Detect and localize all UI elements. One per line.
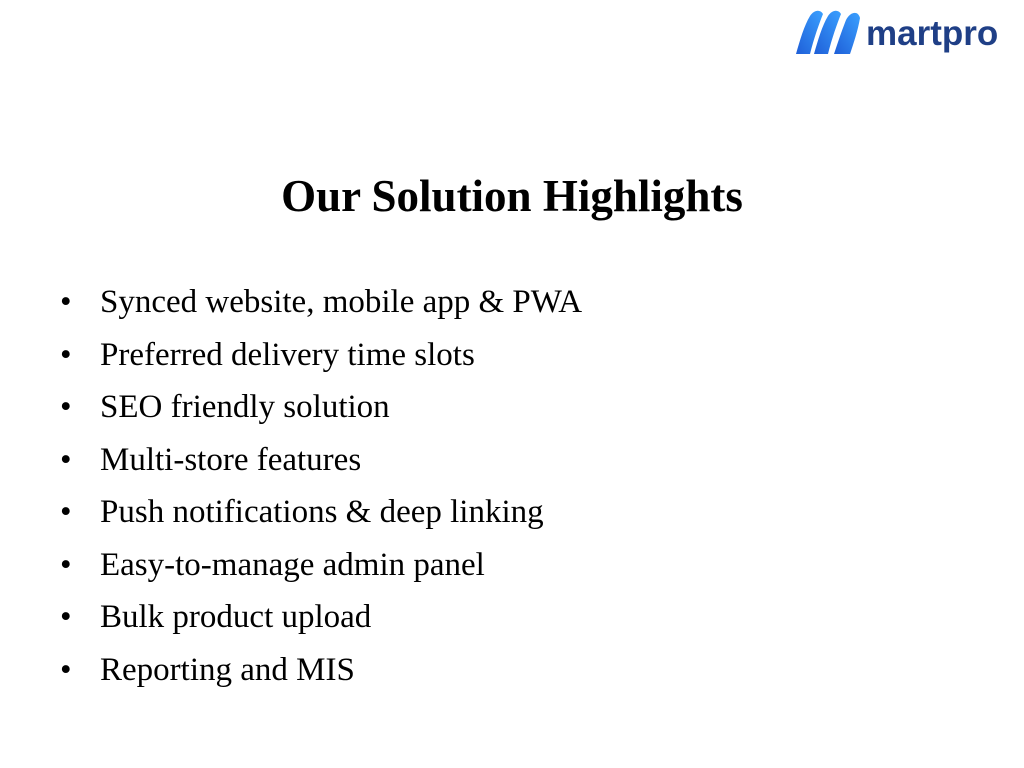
bullet-icon: •: [60, 599, 72, 635]
bullet-icon: •: [60, 284, 72, 320]
list-item: [60, 329, 582, 382]
highlight-text: Reporting and MIS: [100, 651, 355, 688]
list-item: [60, 381, 582, 434]
highlight-text: Easy-to-manage admin panel: [100, 546, 485, 583]
list-item: [60, 486, 582, 539]
highlights-list: [60, 276, 582, 696]
list-item: [60, 539, 582, 592]
list-item: [60, 644, 582, 697]
bullet-icon: •: [60, 494, 72, 530]
martpro-m-mark-icon: [790, 4, 864, 60]
bullet-icon: •: [60, 441, 72, 478]
highlight-text: Synced website, mobile app & PWA: [100, 284, 583, 320]
bullet-icon: •: [60, 389, 72, 425]
highlight-text: Preferred delivery time slots: [100, 336, 475, 373]
highlight-text: Bulk product upload: [100, 599, 372, 635]
bullet-icon: •: [60, 651, 72, 688]
slide-title: Our Solution Highlights: [281, 171, 743, 221]
bullet-icon: •: [60, 336, 72, 373]
list-item: [60, 434, 582, 487]
highlight-text: Push notifications & deep linking: [100, 494, 544, 530]
list-item: [60, 276, 582, 329]
logo-wordmark: martpro: [866, 13, 999, 53]
highlight-text: Multi-store features: [100, 441, 362, 478]
highlight-text: SEO friendly solution: [100, 389, 390, 425]
bullet-icon: •: [60, 546, 72, 583]
list-item: [60, 591, 582, 644]
brand-logo: [790, 4, 1024, 60]
